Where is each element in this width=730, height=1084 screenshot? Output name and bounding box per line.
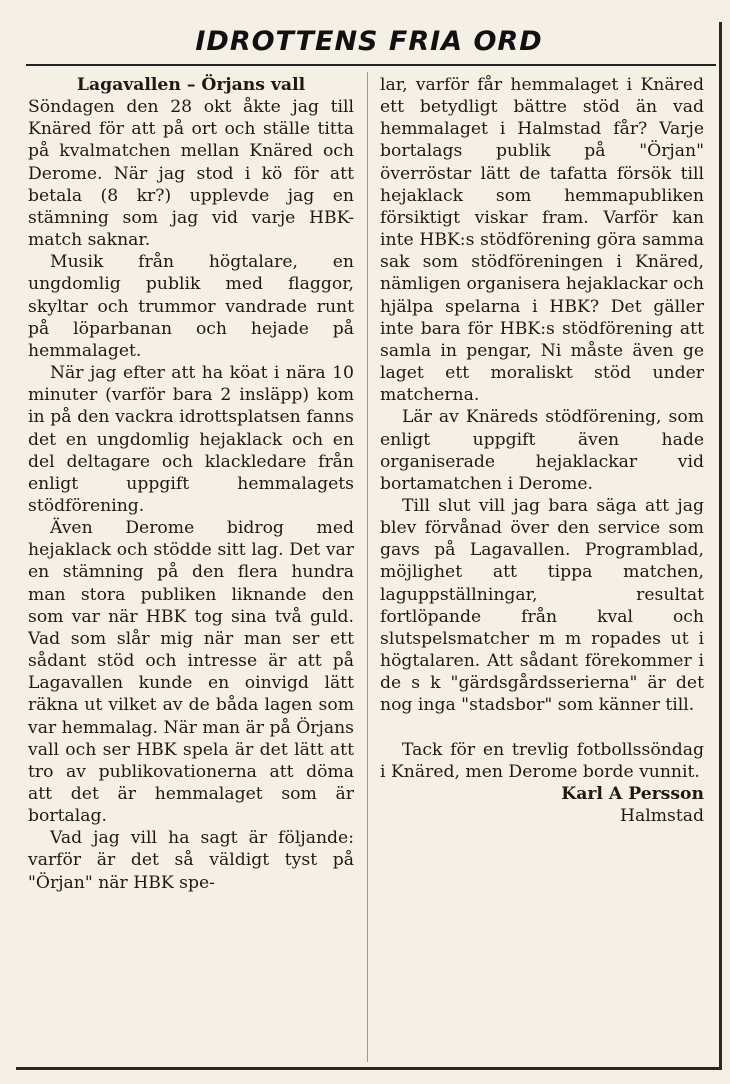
column-divider (367, 72, 368, 1062)
left-column (28, 74, 354, 894)
paragraph-gap (380, 717, 704, 739)
paragraph: Söndagen den 28 okt åkte jag till Knäred för att på ort och ställe titta på kvalmatchen mellan Knäred och Derome. När jag stod i kö för att betala (8 kr?) upplevde jag en stämning som jag vid varje HBK-match saknar. (28, 97, 354, 251)
paragraph: När jag efter att ha köat i nära 10 minuter (varför bara 2 insläpp) kom in på den vackra idrottsplatsen fanns det en ungdomlig hejaklack och en del deltagare och klackledare från enligt uppgift hemmalagets stödförening. (28, 363, 354, 516)
author-name: Karl A Persson (561, 783, 704, 804)
paragraph: Till slut vill jag bara säga att jag blev förvånad över den service som gavs på Lagavallen. Programblad, möjlighet att tippa matchen, laguppställningar, resultat fortlöpande från kval och slutspelsmatcher m m ropades ut i högtalaren. Att sådant förekommer i de s k "gärdsgårdsserierna" är det nog inga "stadsbor" som känner till. (380, 495, 704, 716)
article-subheading: Lagavallen – Örjans vall (76, 75, 306, 95)
paragraph: Lär av Knäreds stödförening, som enligt uppgift även hade organiserade hejaklackar vid bortamatchen i Derome. (380, 407, 704, 494)
article-frame (16, 22, 722, 1070)
paragraph: Även Derome bidrog med hejaklack och stödde sitt lag. Det var en stämning på den flera hundra man stora publiken liknande den som var när HBK tog sina två guld. Vad som slår mig när man ser ett sådant stöd och intresse är att på Lagavallen kunde en oinvigd lätt räkna ut vilket av de båda lagen som var hemmalag. När man är på Örjans vall och ser HBK spela är det lätt att tro av publikovationerna att döma att det är hemmalaget som är bortalag. (28, 518, 354, 827)
paragraph: Musik från högtalare, en ungdomlig publik med flaggor, skyltar och trummor vandrade runt på löparbanan och hejade på hemmalaget. (28, 252, 354, 361)
paragraph: Tack för en trevlig fotbollssöndag i Knäred, men Derome borde vunnit. (380, 739, 704, 782)
paragraph: lar, varför får hemmalaget i Knäred ett betydligt bättre stöd än vad hemmalaget i Halmstad får? Varje bortalags publik på "Örjan" överröstar lätt de tafatta försök till hejaklack som hemmapubliken försiktigt viskar fram. Varför kan inte HBK:s stödförening göra samma sak som stödföreningen i Knäred, nämligen organisera hejaklackar och hjälpa spelarna i HBK? Det gäller inte bara för HBK:s stödförening att samla in pengar, Ni måste även ge laget ett moraliskt stöd under matcherna. (380, 75, 704, 406)
paragraph: Vad jag vill ha sagt är följande: varför är det så väldigt tyst på "Örjan" när HBK spe- (28, 828, 354, 893)
page-title: IDROTTENS FRIA ORD (195, 26, 543, 57)
right-column (380, 74, 704, 827)
author-city: Halmstad (619, 806, 704, 826)
headline-rule (26, 64, 716, 66)
